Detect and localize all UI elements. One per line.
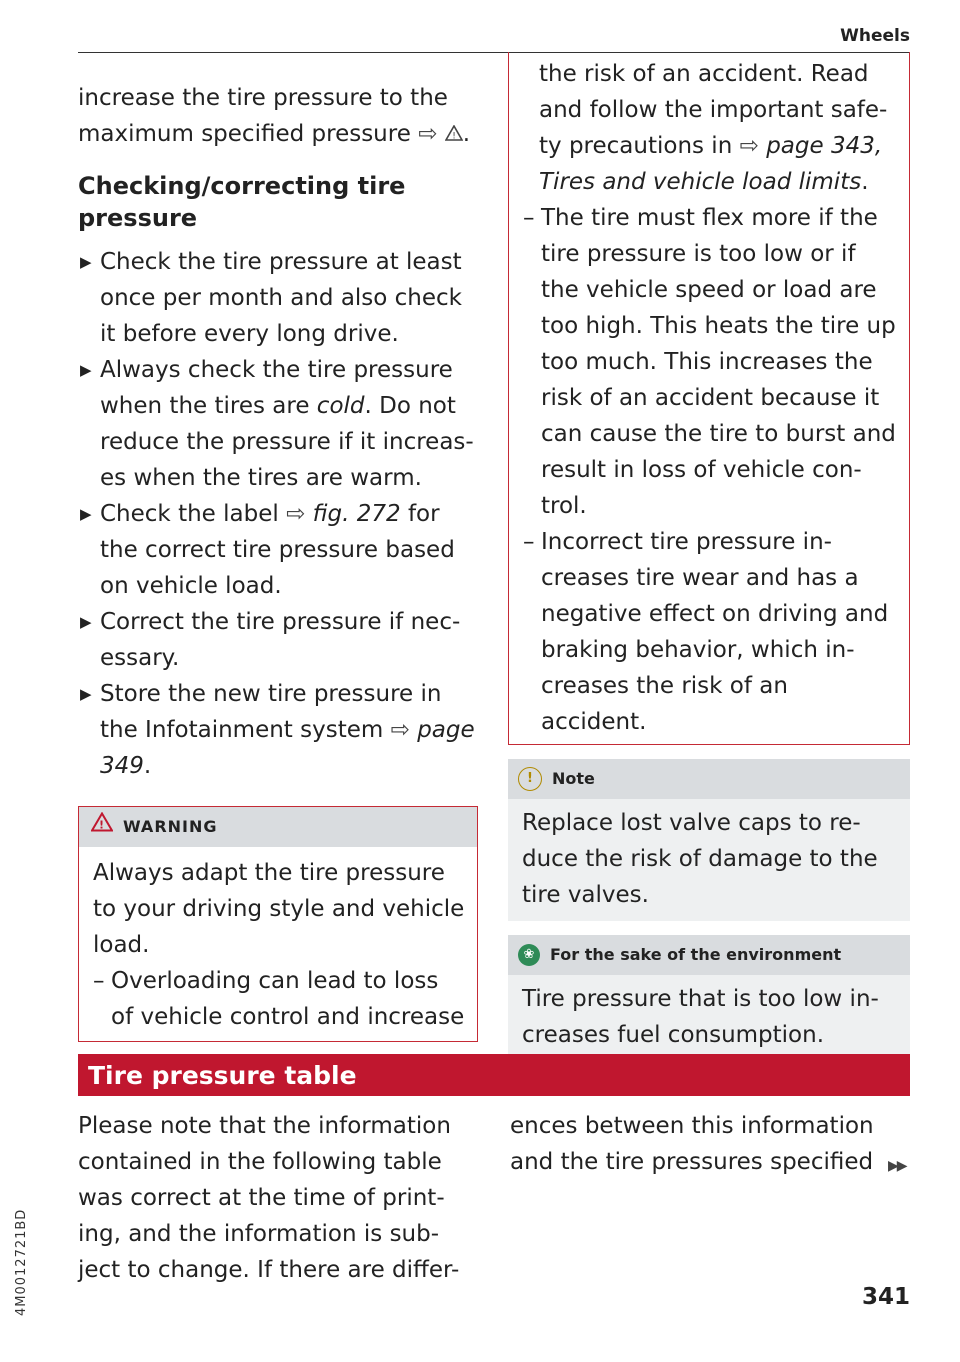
instruction-item: [78, 604, 478, 676]
reference-link[interactable]: page 349: [100, 717, 475, 779]
warning-dash-text-2: The tire must flex more if the tire pressure is too low or if the vehicle speed or load are too high. This heats the tire up too much. This increases the risk of an accident because it can cause the tire to burst and result in loss of vehicle con- trol.: [541, 205, 896, 519]
note-label: Note: [552, 769, 595, 788]
left-column: [78, 80, 478, 1042]
instruction-text: Check the label: [100, 501, 287, 527]
bottom-right-paragraph: ences between this information and the tire pressures specified: [510, 1113, 874, 1175]
page-link[interactable]: page 343, Tires and vehicle load limits: [539, 133, 883, 195]
bullet-triangle-icon: ▶: [80, 613, 92, 631]
warning-ref-icon: [445, 121, 463, 147]
environment-label: For the sake of the environment: [550, 945, 842, 964]
page-number: 341: [861, 1284, 910, 1310]
warning-triangle-icon: [91, 809, 113, 845]
bullet-triangle-icon: ▶: [80, 361, 92, 379]
bottom-left-paragraph: Please note that the information contained in the following table was correct at the time of print- ing, and the information is sub- ject to change. If there are differ-: [78, 1113, 460, 1283]
reference-link[interactable]: cold: [316, 393, 365, 419]
instruction-item: [78, 676, 478, 784]
warning-dash-item: – Overloading can lead to loss of vehicle control and increase: [93, 968, 465, 1030]
environment-text: Tire pressure that is too low in- creases fuel consumption.: [522, 986, 879, 1048]
ref-arrow-icon-2: ⇨: [739, 133, 767, 159]
warning-dash-text-3: Incorrect tire pressure in- creases tire wear and has a negative effect on driving and braking behavior, which in- creases the risk of an accident.: [541, 529, 889, 735]
warning-box: [78, 806, 478, 1042]
bullet-triangle-icon: ▶: [80, 505, 92, 523]
instruction-text: Store the new tire pressure in the Infotainment system: [100, 681, 442, 743]
warning-header: [79, 807, 477, 847]
bullet-triangle-icon: ▶: [80, 685, 92, 703]
svg-text:!: !: [451, 131, 456, 141]
warning-text: Always adapt the tire pressure to your driving style and vehicle load.: [93, 860, 465, 958]
section-heading: [78, 170, 478, 234]
warning-continued-text: [523, 56, 897, 200]
instruction-item: [78, 352, 478, 496]
instruction-text: Check the tire pressure at least once per month and also check it before every long drive.: [100, 249, 463, 347]
instruction-item: [78, 244, 478, 352]
environment-leaf-icon: ❀: [518, 944, 540, 966]
reference-link[interactable]: fig. 272: [312, 501, 401, 527]
instruction-text: ⇨: [390, 717, 418, 743]
instruction-item: [78, 496, 478, 604]
note-text: Replace lost valve caps to re- duce the risk of damage to the tire valves.: [522, 810, 878, 908]
bullet-triangle-icon: ▶: [80, 253, 92, 271]
cont-text: the risk of an accident. Read and follow the important safe- ty precautions in: [539, 61, 888, 159]
section-heading-line-1: Checking/correcting tire: [78, 172, 406, 200]
environment-box: [508, 935, 910, 1061]
instruction-text: Always check the tire pressure when the tires are: [100, 357, 453, 419]
intro-line-1: increase the tire pressure to the: [78, 85, 448, 111]
note-box: [508, 759, 910, 921]
section-banner: Tire pressure table: [78, 1054, 910, 1096]
running-head: Wheels: [840, 26, 910, 46]
svg-text:!: !: [98, 818, 106, 832]
warning-dash-item-2: – The tire must flex more if the tire pressure is too low or if the vehicle speed or load are too high. This heats the tire up too much. This increases the risk of an accident because it can cause the tire to burst and result in loss of vehicle con- trol.: [523, 205, 896, 519]
instruction-text: . Do not reduce the pressure if it increas- es when the tires are warm.: [100, 393, 474, 491]
instruction-text: .: [143, 753, 152, 779]
continue-arrow-icon: ▶▶: [888, 1158, 906, 1174]
right-column: [508, 61, 910, 1061]
warning-dash-item-3: – Incorrect tire pressure in- creases tire wear and has a negative effect on driving and braking behavior, which in- creases the risk of an accident.: [523, 529, 889, 735]
intro-line-2-text: maximum specified pressure: [78, 121, 411, 147]
warning-label: WARNING: [123, 817, 218, 836]
section-heading-line-2: pressure: [78, 204, 198, 232]
cont-end: .: [861, 169, 869, 195]
note-info-icon: !: [518, 767, 542, 791]
warning-box-continued: [508, 52, 910, 745]
instruction-text: Correct the tire pressure if nec- essary.: [100, 609, 461, 671]
environment-header: [508, 935, 910, 975]
instruction-text: for the correct tire pressure based on vehicle load.: [100, 501, 455, 599]
instruction-text: ⇨: [286, 501, 313, 527]
warning-body: [79, 847, 477, 1041]
document-code: 4M0012721BD: [14, 1208, 29, 1316]
note-header: [508, 759, 910, 799]
warning-dash-text: Overloading can lead to loss of vehicle control and increase: [111, 968, 465, 1030]
intro-line-2: maximum specified pressure ⇨ ! .: [78, 121, 471, 147]
ref-arrow-icon: ⇨: [418, 121, 438, 147]
instruction-list: [78, 244, 478, 784]
